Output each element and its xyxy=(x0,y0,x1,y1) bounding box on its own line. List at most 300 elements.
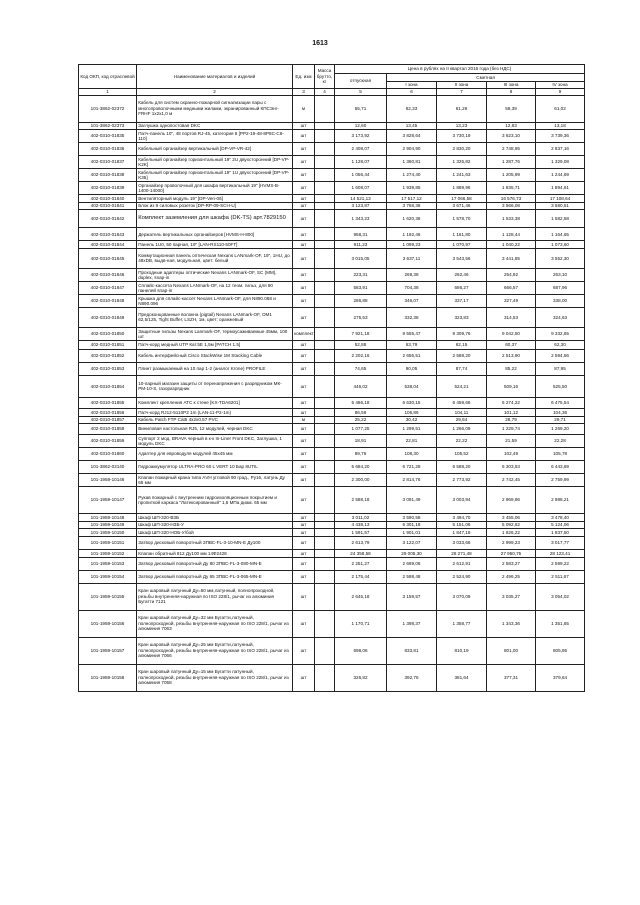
product-name: Шкаф ШП-320-В3Б xyxy=(137,514,293,522)
estimate-price-zone-2: 2 830,20 xyxy=(437,143,487,156)
estimate-price-zone-3: 3 455,06 xyxy=(487,514,536,522)
estimate-price-zone-2: 2 524,90 xyxy=(437,570,487,583)
product-mass xyxy=(315,169,335,182)
table-row xyxy=(79,143,585,156)
release-price: 2 613,79 xyxy=(335,536,387,549)
product-unit: шт xyxy=(293,521,315,529)
estimate-price-zone-3: 1 826,22 xyxy=(487,529,536,537)
estimate-price-zone-3: 3 441,85 xyxy=(487,248,536,268)
table-row xyxy=(79,169,585,182)
product-code: 402-0310-01853 xyxy=(79,362,137,375)
product-unit: шт xyxy=(293,143,315,156)
product-name: Кабель Patch FTP Cat5 4x2x0,57 PVC xyxy=(137,416,293,424)
estimate-price-zone-2: 22,22 xyxy=(437,435,487,448)
estimate-price-zone-4: 1 269,20 xyxy=(536,424,585,435)
estimate-price-zone-3: 102,49 xyxy=(487,448,536,461)
release-price: 3 011,02 xyxy=(335,514,387,522)
estimate-price-zone-4: 2 599,22 xyxy=(536,557,585,570)
estimate-price-zone-3: 16 576,73 xyxy=(487,195,536,203)
estimate-price-zone-4: 1 894,61 xyxy=(536,182,585,195)
product-name: Заглушка однопостовая DKC xyxy=(137,122,293,130)
product-mass xyxy=(315,307,335,327)
product-code: 101-3862-02373 xyxy=(79,122,137,130)
product-name: Гидроаккумулятор ULTRA-PRO 60 L VERT 10 Бар 8UTIL xyxy=(137,461,293,474)
estimate-price-zone-1: 2 598,48 xyxy=(387,570,437,583)
estimate-price-zone-1: 269,38 xyxy=(387,268,437,281)
product-unit: комплект xyxy=(293,327,315,340)
estimate-price-zone-4: 29,71 xyxy=(536,416,585,424)
table-row xyxy=(79,397,585,408)
product-name: Патч-панель 10", 48 портов RJ-45, категория 6 [PP2-19-48-8P8C-C6-110] xyxy=(137,130,293,143)
estimate-price-zone-1: 392,76 xyxy=(387,664,437,691)
estimate-price-zone-1: 2 814,76 xyxy=(387,474,437,487)
estimate-price-zone-1: 108,30 xyxy=(387,448,437,461)
product-unit: шт xyxy=(293,195,315,203)
column-number: 2 xyxy=(137,89,293,95)
table-row xyxy=(79,408,585,416)
estimate-price-zone-2: 1 889,96 xyxy=(437,182,487,195)
estimate-price-zone-3: 377,31 xyxy=(487,664,536,691)
estimate-price-zone-3: 327,49 xyxy=(487,294,536,307)
estimate-price-zone-2: 29,64 xyxy=(437,416,487,424)
release-price: 2 645,18 xyxy=(335,583,387,610)
header-mass: Масса брутто, кг xyxy=(315,65,335,89)
product-name: Кабельный органайзер горизонтальный 19" 2U двухсторонний [DP-VP-K2K] xyxy=(137,156,293,169)
header-zone-3: III зона xyxy=(487,81,536,89)
estimate-price-zone-2: 6 459,66 xyxy=(437,397,487,408)
estimate-price-zone-1: 1 274,40 xyxy=(387,169,437,182)
estimate-price-zone-4: 805,95 xyxy=(536,637,585,664)
product-unit: шт xyxy=(293,408,315,416)
product-code: 402-0310-01848 xyxy=(79,294,137,307)
estimate-price-zone-1: 538,04 xyxy=(387,375,437,397)
header-zone-4: IV зона xyxy=(536,81,585,89)
release-price: 1 343,23 xyxy=(335,210,387,228)
product-mass xyxy=(315,461,335,474)
product-unit: шт xyxy=(293,610,315,637)
table-row xyxy=(79,156,585,169)
table-row xyxy=(79,327,585,340)
product-name: Коммутационная панель оптическая Nexans LANmark-OF, 19", 1HU, до 48xDB, выдв-ная, модульная, цвет: белый xyxy=(137,248,293,268)
release-price: 698,06 xyxy=(335,637,387,664)
estimate-price-zone-1: 3 768,38 xyxy=(387,202,437,210)
product-mass xyxy=(315,248,335,268)
product-code: 402-0310-01857 xyxy=(79,416,137,424)
estimate-price-zone-2: 686,27 xyxy=(437,281,487,294)
product-unit: шт xyxy=(293,268,315,281)
estimate-price-zone-4: 1 244,69 xyxy=(536,169,585,182)
product-code: 402-0310-01852 xyxy=(79,349,137,362)
product-code: 101-1959-10152 xyxy=(79,549,137,557)
product-code: 402-0310-01850 xyxy=(79,327,137,340)
product-code: 101-1959-10154 xyxy=(79,570,137,583)
product-name: Панель 1U0, 50 парная, 19" [LAN-RS110-50FT] xyxy=(137,241,293,249)
product-mass xyxy=(315,514,335,522)
estimate-price-zone-1: 1 398,37 xyxy=(387,610,437,637)
table-row xyxy=(79,281,585,294)
header-code: Код ОКП, код отраслевой xyxy=(79,65,137,89)
estimate-price-zone-3: 2 742,45 xyxy=(487,474,536,487)
product-name: Сплайс-кассета Nexans LANmark-OF, на 12 теом. гильз, для 90 панелей snap-in xyxy=(137,281,293,294)
product-mass xyxy=(315,448,335,461)
estimate-price-zone-3: 1 229,74 xyxy=(487,424,536,435)
product-unit: шт xyxy=(293,487,315,514)
estimate-price-zone-3: 101,12 xyxy=(487,408,536,416)
product-name: Клапан пожарный крана типа АVН угловой 90 град., Ру16, латунь Ду 65 мм xyxy=(137,474,293,487)
release-price: 25,22 xyxy=(335,416,387,424)
estimate-price-zone-3: 1 205,99 xyxy=(487,169,536,182)
table-row xyxy=(79,487,585,514)
estimate-price-zone-1: 6 630,15 xyxy=(387,397,437,408)
table-row xyxy=(79,536,585,549)
product-code: 101-1959-10149 xyxy=(79,521,137,529)
column-number: 8 xyxy=(487,89,536,95)
product-mass xyxy=(315,362,335,375)
product-mass xyxy=(315,664,335,691)
table-row xyxy=(79,416,585,424)
product-unit: шт xyxy=(293,570,315,583)
estimate-price-zone-1: 106,86 xyxy=(387,408,437,416)
estimate-price-zone-2: 62,15 xyxy=(437,340,487,349)
product-unit: шт xyxy=(293,448,315,461)
estimate-price-zone-3: 6 303,53 xyxy=(487,461,536,474)
release-price: 1 077,25 xyxy=(335,424,387,435)
product-unit: шт xyxy=(293,156,315,169)
product-name: Защитные гильзы Nexans Lanmark-OF, термоусаживаемые 45мм, 100 шт xyxy=(137,327,293,340)
product-mass xyxy=(315,327,335,340)
product-mass xyxy=(315,281,335,294)
product-unit: шт xyxy=(293,461,315,474)
estimate-price-zone-3: 2 513,90 xyxy=(487,349,536,362)
table-row xyxy=(79,375,585,397)
estimate-price-zone-3: 2 969,86 xyxy=(487,487,536,514)
product-name: Патч-корд медный UTP Кат.5Е 1,5м [PATCH 1.5] xyxy=(137,340,293,349)
table-row xyxy=(79,182,585,195)
estimate-price-zone-1: 29 005,30 xyxy=(387,549,437,557)
table-row xyxy=(79,557,585,570)
release-price: 12,60 xyxy=(335,122,387,130)
table-row xyxy=(79,362,585,375)
header-estimate-price: Сметная xyxy=(387,74,585,82)
estimate-price-zone-3: 59,39 xyxy=(487,95,536,122)
estimate-price-zone-4: 105,78 xyxy=(536,448,585,461)
estimate-price-zone-1: 1 099,23 xyxy=(387,241,437,249)
product-unit: шт xyxy=(293,307,315,327)
estimate-price-zone-3: 1 835,71 xyxy=(487,182,536,195)
product-name: Кран шаровый латунный Ду=32 мм Бугатти,латунный, полнопроходной, резьбы внутренняя-наружная по ISO 228/1, рычаг из алюминия 7063 xyxy=(137,610,293,637)
estimate-price-zone-2: 3 671,46 xyxy=(437,202,487,210)
product-name: Кабельный органайзер горизонтальный 19" 1U двухсторонний [DP-VP-K35] xyxy=(137,169,293,182)
estimate-price-zone-4: 1 164,65 xyxy=(536,228,585,241)
estimate-price-zone-3: 1 040,22 xyxy=(487,241,536,249)
estimate-price-zone-2: 3 003,94 xyxy=(437,487,487,514)
product-code: 402-0310-01859 xyxy=(79,435,137,448)
release-price: 7 921,18 xyxy=(335,327,387,340)
column-number: 6 xyxy=(387,89,437,95)
estimate-price-zone-3: 254,92 xyxy=(487,268,536,281)
estimate-price-zone-3: 2 496,25 xyxy=(487,570,536,583)
table-row xyxy=(79,474,585,487)
product-code: 402-0310-01849 xyxy=(79,307,137,327)
product-mass xyxy=(315,195,335,203)
release-price: 223,31 xyxy=(335,268,387,281)
product-name: Предоконцованные волокна (pigtail) Nexans LANmark-OF, ОМ1 62,5/125, Tight Buffer, LSZH, 1м, цвет: оранжевый xyxy=(137,307,293,327)
product-name: Кран шаровый латунный Ду=25 мм Бугатти,латунный, полнопроходной, резьбы внутренняя-наружная по ISO 228/1, рычаг из алюминия 7066 xyxy=(137,637,293,664)
estimate-price-zone-3: 12,83 xyxy=(487,122,536,130)
estimate-price-zone-2: 3 033,66 xyxy=(437,536,487,549)
release-price: 2 202,16 xyxy=(335,349,387,362)
release-price: 74,65 xyxy=(335,362,387,375)
product-mass xyxy=(315,156,335,169)
estimate-price-zone-1: 6 721,28 xyxy=(387,461,437,474)
estimate-price-zone-3: 2 999,23 xyxy=(487,536,536,549)
product-mass xyxy=(315,122,335,130)
product-name: Вентиляторный модуль 19" [DP-Ven-06] xyxy=(137,195,293,203)
estimate-price-zone-1: 17 517,12 xyxy=(387,195,437,203)
product-mass xyxy=(315,610,335,637)
estimate-price-zone-2: 810,19 xyxy=(437,637,487,664)
estimate-price-zone-3: 60,37 xyxy=(487,340,536,349)
release-price: 4 438,13 xyxy=(335,521,387,529)
product-unit: шт xyxy=(293,228,315,241)
table-row xyxy=(79,521,585,529)
product-code: 402-0310-01839 xyxy=(79,182,137,195)
product-unit: шт xyxy=(293,248,315,268)
estimate-price-zone-2: 1 161,80 xyxy=(437,228,487,241)
release-price: 583,91 xyxy=(335,281,387,294)
product-name: Суппорт 2 мод. BRAVA черный в к-к In-Liner Front DKC, Заглушка, 1 модуль DKC xyxy=(137,435,293,448)
estimate-price-zone-2: 3 494,70 xyxy=(437,514,487,522)
release-price: 1 591,57 xyxy=(335,529,387,537)
product-mass xyxy=(315,549,335,557)
product-mass xyxy=(315,202,335,210)
product-code: 402-0310-01838 xyxy=(79,169,137,182)
estimate-price-zone-1: 1 939,85 xyxy=(387,182,437,195)
release-price: 2 408,07 xyxy=(335,143,387,156)
release-price: 55,71 xyxy=(335,95,387,122)
release-price: 14 521,13 xyxy=(335,195,387,203)
product-unit: шт xyxy=(293,362,315,375)
estimate-price-zone-1: 2 904,90 xyxy=(387,143,437,156)
estimate-price-zone-4: 2 988,21 xyxy=(536,487,585,514)
estimate-price-zone-1: 332,38 xyxy=(387,307,437,327)
product-name: Адаптер для евроводуля модулей 45x45 мм xyxy=(137,448,293,461)
estimate-price-zone-3: 3 035,27 xyxy=(487,583,536,610)
product-mass xyxy=(315,583,335,610)
estimate-price-zone-2: 6 588,20 xyxy=(437,461,487,474)
release-price: 2 251,27 xyxy=(335,557,387,570)
estimate-price-zone-1: 9 555,47 xyxy=(387,327,437,340)
estimate-price-zone-1: 2 656,51 xyxy=(387,349,437,362)
product-unit: шт xyxy=(293,637,315,664)
estimate-price-zone-1: 63,79 xyxy=(387,340,437,349)
table-row xyxy=(79,583,585,610)
estimate-price-zone-1: 62,33 xyxy=(387,95,437,122)
release-price: 958,31 xyxy=(335,228,387,241)
estimate-price-zone-4: 525,50 xyxy=(536,375,585,397)
estimate-price-zone-1: 30,42 xyxy=(387,416,437,424)
estimate-price-zone-2: 3 730,19 xyxy=(437,130,487,143)
estimate-price-zone-1: 22,81 xyxy=(387,435,437,448)
product-unit: шт xyxy=(293,169,315,182)
product-code: 402-0310-01851 xyxy=(79,340,137,349)
estimate-price-zone-1: 3 637,11 xyxy=(387,248,437,268)
estimate-price-zone-2: 28 271,48 xyxy=(437,549,487,557)
estimate-price-zone-2: 1 266,09 xyxy=(437,424,487,435)
product-unit: шт xyxy=(293,182,315,195)
estimate-price-zone-2: 105,52 xyxy=(437,448,487,461)
product-mass xyxy=(315,340,335,349)
release-price: 3 015,05 xyxy=(335,248,387,268)
product-code: 402-0310-01855 xyxy=(79,397,137,408)
product-unit: шт xyxy=(293,424,315,435)
estimate-price-zone-4: 1 329,08 xyxy=(536,156,585,169)
estimate-price-zone-4: 3 017,77 xyxy=(536,536,585,549)
table-row xyxy=(79,202,585,210)
estimate-price-zone-1: 704,38 xyxy=(387,281,437,294)
estimate-price-zone-1: 3 091,49 xyxy=(387,487,437,514)
header-unit: Ед. изм xyxy=(293,65,315,89)
product-name: 10-парный магазин защиты от перенапряжения с разрядником МК-РМ-10-S, газоразрядник xyxy=(137,375,293,397)
table-row xyxy=(79,268,585,281)
product-code: 101-1959-10156 xyxy=(79,610,137,637)
estimate-price-zone-2: 2 588,20 xyxy=(437,349,487,362)
product-unit: шт xyxy=(293,375,315,397)
estimate-price-zone-1: 3 828,64 xyxy=(387,130,437,143)
product-mass xyxy=(315,95,335,122)
product-code: 402-0310-01842 xyxy=(79,210,137,228)
release-price: 2 175,44 xyxy=(335,570,387,583)
product-name: Кабель интерфейсный Cisco StackWise 1M Stacking Cable xyxy=(137,349,293,362)
product-name: Блок из 9 силовых розеток [DP-RP-09-SCH-U] xyxy=(137,202,293,210)
estimate-price-zone-2: 9 309,76 xyxy=(437,327,487,340)
estimate-price-zone-4: 2 759,99 xyxy=(536,474,585,487)
estimate-price-zone-4: 3 552,30 xyxy=(536,248,585,268)
table-row xyxy=(79,610,585,637)
product-mass xyxy=(315,529,335,537)
estimate-price-zone-3: 509,16 xyxy=(487,375,536,397)
product-code: 101-1959-10148 xyxy=(79,514,137,522)
release-price: 911,23 xyxy=(335,241,387,249)
product-name: Кран шаровый латунный Ду=50 мм,латунный, полнопроходной, резьбы внутренняя-наружная по ISO 228/1, рычаг из алюминия Бугатти 7121 xyxy=(137,583,293,610)
estimate-price-zone-4: 3 680,51 xyxy=(536,202,585,210)
product-code: 402-0310-01835 xyxy=(79,130,137,143)
estimate-price-zone-3: 9 042,50 xyxy=(487,327,536,340)
product-mass xyxy=(315,521,335,529)
header-release-price: отпускная xyxy=(335,74,387,89)
release-price: 1 170,71 xyxy=(335,610,387,637)
table-row xyxy=(79,210,585,228)
release-price: 2 588,18 xyxy=(335,487,387,514)
product-mass xyxy=(315,416,335,424)
estimate-price-zone-2: 524,21 xyxy=(437,375,487,397)
product-mass xyxy=(315,557,335,570)
product-name: Органайзер проволочный для шкафа вертикальный 19" [HVMS-B-1400-14000] xyxy=(137,182,293,195)
product-mass xyxy=(315,487,335,514)
release-price: 286,88 xyxy=(335,294,387,307)
product-name: Патч-корд RJ12-5110P2 1m (LAN-11-P2-1m) xyxy=(137,408,293,416)
product-mass xyxy=(315,474,335,487)
estimate-price-zone-3: 85,22 xyxy=(487,362,536,375)
release-price: 326,82 xyxy=(335,664,387,691)
product-name: Кабельный органайзер вертикальный [DP-VP-VR-42] xyxy=(137,143,293,156)
table-row xyxy=(79,248,585,268)
column-number: 9 xyxy=(536,89,585,95)
header-zone-2: II зона xyxy=(437,81,487,89)
table-row xyxy=(79,424,585,435)
column-number: 7 xyxy=(437,89,487,95)
table-row xyxy=(79,122,585,130)
header-price-title: Цена в рублях на II квартал 2016 года (без НДС) xyxy=(335,65,585,74)
estimate-price-zone-1: 13,45 xyxy=(387,122,437,130)
estimate-price-zone-2: 337,17 xyxy=(437,294,487,307)
product-code: 402-0310-01837 xyxy=(79,156,137,169)
product-mass xyxy=(315,130,335,143)
product-code: 402-0310-01860 xyxy=(79,448,137,461)
release-price: 86,56 xyxy=(335,408,387,416)
product-name: Клапан обратный 812 Ду100 мм 14Ф2428 xyxy=(137,549,293,557)
estimate-price-zone-4: 9 332,65 xyxy=(536,327,585,340)
estimate-price-zone-3: 2 748,95 xyxy=(487,143,536,156)
estimate-price-zone-3: 1 287,76 xyxy=(487,156,536,169)
estimate-price-zone-4: 379,64 xyxy=(536,664,585,691)
header-name: Наименование материалов и изделий xyxy=(137,65,293,89)
estimate-price-zone-2: 1 241,63 xyxy=(437,169,487,182)
estimate-price-zone-2: 1 847,19 xyxy=(437,529,487,537)
estimate-price-zone-4: 6 475,54 xyxy=(536,397,585,408)
release-price: 275,53 xyxy=(335,307,387,327)
release-price: 1 128,07 xyxy=(335,156,387,169)
estimate-price-zone-1: 1 299,51 xyxy=(387,424,437,435)
product-mass xyxy=(315,637,335,664)
product-unit: шт xyxy=(293,294,315,307)
table-row xyxy=(79,637,585,664)
estimate-price-zone-2: 1 325,82 xyxy=(437,156,487,169)
estimate-price-zone-4: 1 073,60 xyxy=(536,241,585,249)
product-code: 402-0310-01845 xyxy=(79,248,137,268)
estimate-price-zone-3: 3 566,08 xyxy=(487,202,536,210)
estimate-price-zone-1: 1 192,46 xyxy=(387,228,437,241)
release-price: 3 173,92 xyxy=(335,130,387,143)
product-code: 402-0310-01858 xyxy=(79,424,137,435)
estimate-price-zone-4: 2 837,16 xyxy=(536,143,585,156)
estimate-price-zone-2: 2 612,91 xyxy=(437,557,487,570)
product-mass xyxy=(315,228,335,241)
estimate-price-zone-3: 1 533,38 xyxy=(487,210,536,228)
product-mass xyxy=(315,375,335,397)
product-code: 402-0310-01843 xyxy=(79,228,137,241)
product-unit: шт xyxy=(293,514,315,522)
estimate-price-zone-4: 61,02 xyxy=(536,95,585,122)
estimate-price-zone-4: 338,00 xyxy=(536,294,585,307)
table-row xyxy=(79,130,585,143)
product-unit: шт xyxy=(293,349,315,362)
product-mass xyxy=(315,397,335,408)
product-code: 402-0310-01840 xyxy=(79,195,137,203)
estimate-price-zone-4: 2 594,56 xyxy=(536,349,585,362)
estimate-price-zone-4: 6 443,69 xyxy=(536,461,585,474)
estimate-price-zone-3: 5 092,62 xyxy=(487,521,536,529)
estimate-price-zone-2: 3 543,56 xyxy=(437,248,487,268)
product-unit: шт xyxy=(293,210,315,228)
release-price: 1 056,44 xyxy=(335,169,387,182)
estimate-price-zone-1: 3 122,07 xyxy=(387,536,437,549)
estimate-price-zone-4: 13,18 xyxy=(536,122,585,130)
product-unit: шт xyxy=(293,549,315,557)
product-unit: шт xyxy=(293,536,315,549)
table-row xyxy=(79,95,585,122)
estimate-price-zone-1: 833,81 xyxy=(387,637,437,664)
